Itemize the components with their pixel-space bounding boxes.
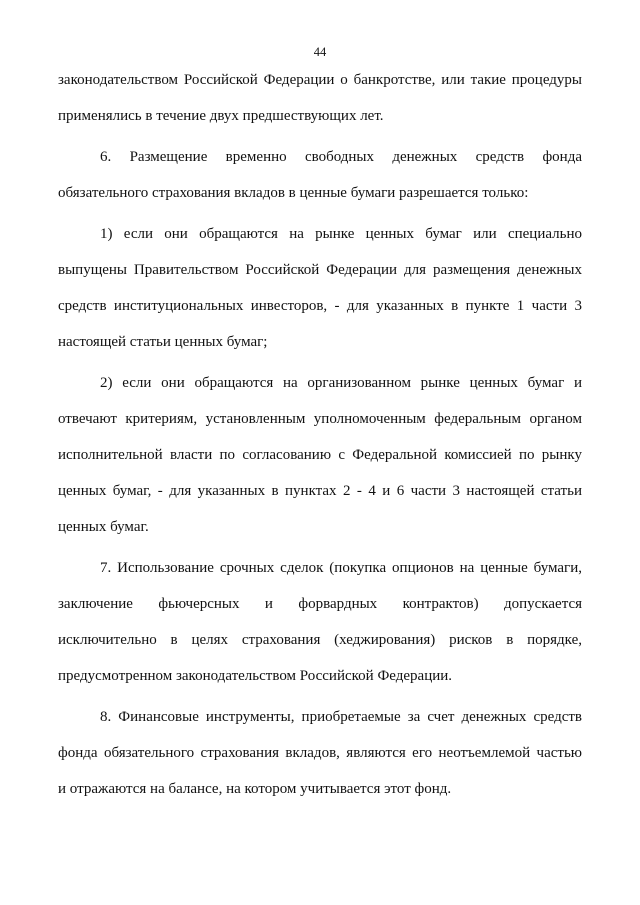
- paragraph-item-8-line: и отражаются на балансе, на котором учитывается этот фонд.: [58, 781, 452, 797]
- document-body: [58, 70, 582, 815]
- paragraph-item-6-1-line: средств институциональных инвесторов, - для указанных в пункте 1 части 3: [58, 298, 582, 314]
- paragraph-item-6-2-line: 2) если они обращаются на организованном рынке ценных бумаг и: [100, 375, 582, 391]
- paragraph-item-6-2-line: исполнительной власти по согласованию с Федеральной комиссией по рынку: [58, 447, 582, 463]
- paragraph-item-6-2-line: ценных бумаг, - для указанных в пунктах 2 - 4 и 6 части 3 настоящей статьи: [58, 483, 582, 499]
- text-line: законодательством Российской Федерации о банкротстве, или такие процедуры: [58, 72, 582, 88]
- paragraph-item-7-line: исключительно в целях страхования (хеджирования) рисков в порядке,: [58, 632, 582, 648]
- paragraph-item-7-line: предусмотренном законодательством Российской Федерации.: [58, 668, 453, 684]
- paragraph-item-7-line: 7. Использование срочных сделок (покупка опционов на ценные бумаги,: [100, 560, 582, 576]
- paragraph-item-6-1-line: настоящей статьи ценных бумаг;: [58, 334, 268, 350]
- paragraph-item-6-line: 6. Размещение временно свободных денежных средств фонда: [100, 149, 582, 165]
- paragraph-item-7-line: заключение фьючерсных и форвардных контрактов) допускается: [58, 596, 582, 612]
- paragraph-item-6-2-line: отвечают критериям, установленным уполномоченным федеральным органом: [58, 411, 582, 427]
- text-line: применялись в течение двух предшествующих лет.: [58, 108, 384, 124]
- paragraph-item-6-2-line: ценных бумаг.: [58, 519, 149, 535]
- paragraph-item-6-1-line: 1) если они обращаются на рынке ценных бумаг или специально: [100, 226, 582, 242]
- paragraph-item-6-1-line: выпущены Правительством Российской Федерации для размещения денежных: [58, 262, 582, 278]
- paragraph-item-8-line: фонда обязательного страхования вкладов, являются его неотъемлемой частью: [58, 745, 582, 761]
- paragraph-item-6-line: обязательного страхования вкладов в ценные бумаги разрешается только:: [58, 185, 529, 201]
- page-number: 44: [313, 45, 327, 59]
- paragraph-item-8-line: 8. Финансовые инструменты, приобретаемые за счет денежных средств: [100, 709, 582, 725]
